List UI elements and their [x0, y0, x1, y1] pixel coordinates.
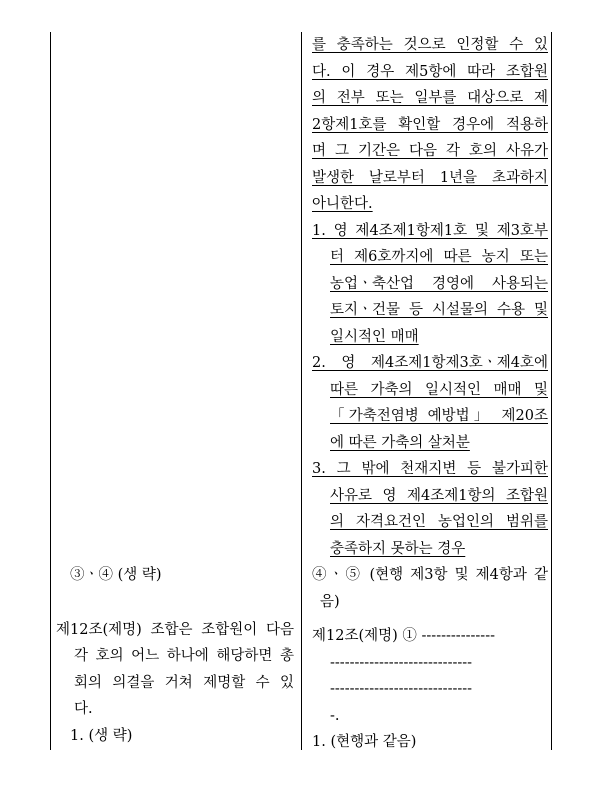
- right-item-3-line: 충족하지 못하는 경우: [330, 540, 466, 557]
- right-article-12-line: -----------------------------: [330, 681, 473, 697]
- left-article-12-line: 회의 의결을 거쳐 제명할 수 있: [74, 674, 294, 691]
- right-paragraph-4-5: [312, 562, 548, 615]
- right-item-3-line: 3. 그 밖에 천재지변 등 불가피한: [312, 461, 548, 477]
- right-item-2-line: 따른 가축의 일시적인 매매 및: [330, 381, 548, 398]
- right-article-12-line: -----------------------------: [330, 654, 473, 671]
- right-paragraph-line: 2항제1호를 확인할 경우에 적용하: [312, 116, 548, 133]
- right-item-2-line: 에 따른 가축의 살처분: [330, 434, 470, 451]
- right-paragraph-line: 아니한다.: [312, 196, 373, 212]
- right-paragraph-line: 를 충족하는 것으로 인정할 수 있: [312, 37, 548, 53]
- right-paragraph-4-5-line: 음): [320, 593, 340, 610]
- left-article-12-line: 다.: [74, 701, 93, 717]
- right-paragraph: [312, 32, 548, 218]
- right-article-12: [312, 623, 548, 729]
- right-item-3: [312, 456, 548, 562]
- right-item-1-line: 토지ㆍ건물 등 시설물의 수용 및: [330, 302, 548, 318]
- amended-text-column: [312, 32, 548, 756]
- right-border-line: [551, 32, 552, 750]
- right-item-1-line: 터 제6호까지에 따른 농지 또는: [330, 249, 548, 265]
- right-item-2: [312, 350, 548, 456]
- left-article-12-line: 각 호의 어느 하나에 해당하면 총: [74, 648, 294, 664]
- current-text-column: [56, 32, 294, 749]
- right-item-3-line: 사유로 영 제4조제1항의 조합원: [330, 487, 548, 504]
- right-item-1-line: 1. 영 제4조제1항제1호 및 제3호부: [312, 222, 548, 239]
- right-paragraph-line: 다. 이 경우 제5항에 따라 조합원: [312, 63, 548, 80]
- left-border-line: [50, 32, 51, 750]
- right-article-12-line: 제12조(제명) ① ---------------: [312, 628, 496, 644]
- right-item-3-line: 의 자격요건인 농업인의 범위를: [330, 514, 548, 530]
- left-paragraph-3-4: ③ㆍ④ (생 략): [70, 567, 162, 583]
- left-article-12: [56, 617, 294, 723]
- right-paragraph-4-5-line: ④ㆍ⑤ (현행 제3항 및 제4항과 같: [312, 567, 548, 583]
- right-paragraph-line: 며 그 기간은 다음 각 호의 사유가: [312, 143, 548, 159]
- left-item-1: 1. (생 략): [70, 727, 133, 744]
- right-paragraph-line: 발생한 날로부터 1년을 초과하지: [312, 169, 548, 186]
- right-item-1-line: 농업ㆍ축산업 경영에 사용되는: [330, 275, 548, 292]
- right-item-1: [312, 218, 548, 351]
- left-article-12-line: 제12조(제명) 조합은 조합원이 다음: [56, 621, 294, 638]
- right-item-1-same: 1. (현행과 같음): [312, 734, 417, 750]
- right-item-2-line: 「가축전염병 예방법」 제20조: [330, 408, 548, 424]
- right-item-2-line: 2. 영 제4조제1항제3호ㆍ제4호에: [312, 355, 548, 371]
- right-paragraph-line: 의 전부 또는 일부를 대상으로 제: [312, 90, 548, 106]
- right-article-12-line: -.: [330, 707, 340, 724]
- right-item-1-line: 일시적인 매매: [330, 328, 419, 345]
- center-divider-line: [301, 32, 302, 750]
